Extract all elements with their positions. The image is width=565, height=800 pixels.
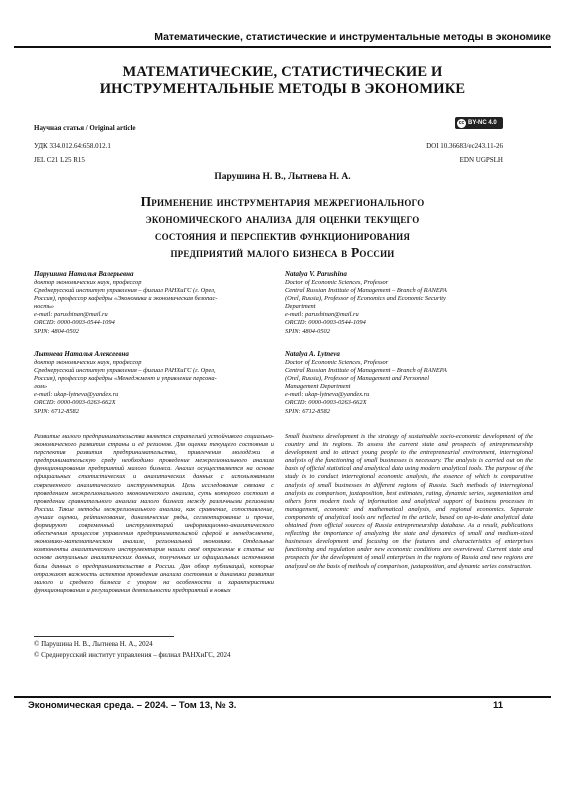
page-number: 11 xyxy=(492,700,503,711)
article-title-line: экономического анализа для оценки текущего xyxy=(145,211,420,226)
section-title-line: ИНСТРУМЕНТАЛЬНЫЕ МЕТОДЫ В ЭКОНОМИКЕ xyxy=(99,81,466,97)
authors-line: Парушина Н. В., Лытнева Н. А. xyxy=(214,172,351,182)
footer-divider xyxy=(14,696,551,698)
article-title xyxy=(60,193,505,261)
section-title xyxy=(40,64,525,98)
author-email[interactable]: e-mail: parushinan@mail.ru xyxy=(34,311,108,319)
author-degree: доктор экономических наук, профессор xyxy=(34,359,142,366)
author-orcid[interactable]: ORCID: 0000-0003-0263-662X xyxy=(34,399,116,407)
author-email[interactable]: e-mail: ukap-lytneva@yandex.ru xyxy=(34,391,119,399)
section-title-line: МАТЕМАТИЧЕСКИЕ, СТАТИСТИЧЕСКИЕ И xyxy=(122,64,443,80)
author-affiliation: Central Russian Institute of Management – Branch of RANEPA xyxy=(285,287,447,295)
abstract-en: Small business development is the strategy of sustainable socio-economic development of the country and its regions. To assess the current state and prospects of entrepreneurship development and to attract young people to the entrepreneurial environment, interregional analysis of the functioning of small businesses is necessary. The analysis is carried out on the basis of official statistical and analytical data using modern analytical tools. The purpose of the study is to conduct interregional economic analysis, the essence of which is comparative analysis of small businesses in different regions of Russia. Such methods of interregional analysis as comparison, juxtaposition, best estimates, rating, dynamic series, segmentation and others form modern tools of information and analytical support of business processes in management, economic and mathematical analysis, and regional economics. Separate components of analytical tools are reflected in the article, based on up-to-date analytical data obtained from official sources of Russia entrepreneurship database. As a result, publications reflecting the importance of analyzing the state and dynamics of small and medium-sized businesses development and focusing on the features and characteristics of enterprises functioning and regulation under new economic conditions are overviewed. Current state and prospects for the development of small enterprises in the regions of Russia and new regions are analyzed on the basis of methods of comparison, juxtaposition, and dynamic series construction. xyxy=(285,433,533,570)
license-label: BY-NC 4.0 xyxy=(468,120,497,126)
author-info-en-2 xyxy=(285,350,533,416)
copyright-institute: © Среднерусский институт управления – филиал РАНХиГС, 2024 xyxy=(34,651,231,659)
author-orcid[interactable]: ORCID: 0000-0003-0544-1094 xyxy=(34,319,115,327)
author-affiliation: Среднерусский институт управления – филиал РАНХиГС (г. Орел, xyxy=(34,367,216,375)
author-orcid[interactable]: ORCID: 0000-0003-0544-1094 xyxy=(285,319,366,327)
author-affiliation: Department xyxy=(285,303,316,311)
author-spin: SPIN: 4804-0502 xyxy=(285,327,330,335)
author-affiliation: Среднерусский институт управления – филиал РАНХиГС (г. Орел, xyxy=(34,287,216,295)
footnote-divider xyxy=(34,636,174,637)
author-affiliation: (Orel, Russia), Professor of Economics and Economic Security xyxy=(285,295,446,303)
creative-commons-icon: cc xyxy=(458,120,465,126)
article-type: Научная статья / Original article xyxy=(34,124,136,132)
author-info-ru-1 xyxy=(34,270,274,336)
article-title-line: состояния и перспектив функционирования xyxy=(154,228,411,243)
author-orcid[interactable]: ORCID: 0000-0003-0263-662X xyxy=(285,399,367,407)
udk-code: УДК 334.012.64:658.012.1 xyxy=(34,142,111,150)
author-email[interactable]: e-mail: ukap-lytneva@yandex.ru xyxy=(285,391,370,399)
author-affiliation: ность» xyxy=(34,303,54,311)
author-degree: Doctor of Economic Sciences, Professor xyxy=(285,359,389,366)
doi-link[interactable]: DOI 10.36683/ec243.11-26 xyxy=(426,142,503,150)
article-title-line: Применение инструментария межрегионального xyxy=(140,194,425,209)
author-name: Natalya A. Lytneva xyxy=(285,350,340,358)
jel-code: JEL C21 L25 R15 xyxy=(34,156,85,164)
author-name: Парушина Наталья Валерьевна xyxy=(34,270,134,278)
running-head: Математические, статистические и инструментальные методы в экономике xyxy=(154,31,551,43)
author-affiliation: Россия), профессор кафедры «Экономика и экономическая безопас- xyxy=(34,295,218,303)
copyright-authors: © Парушина Н. В., Лытнева Н. А., 2024 xyxy=(34,640,153,648)
author-affiliation: лом» xyxy=(34,383,48,391)
author-info-en-1 xyxy=(285,270,533,336)
author-affiliation: Central Russian Institute of Management – Branch of RANEPA xyxy=(285,367,447,375)
author-affiliation: Management Department xyxy=(285,383,351,391)
author-spin: SPIN: 6712-8582 xyxy=(285,407,330,415)
edn-code: EDN UGPSLH xyxy=(459,156,503,164)
author-affiliation: Россия), профессор кафедры «Менеджмент и управление персона- xyxy=(34,375,217,383)
author-info-ru-2 xyxy=(34,350,274,416)
author-spin: SPIN: 4804-0502 xyxy=(34,327,79,335)
author-spin: SPIN: 6712-8582 xyxy=(34,407,79,415)
author-name: Лытнева Наталья Алексеевна xyxy=(34,350,129,358)
author-degree: Doctor of Economic Sciences, Professor xyxy=(285,279,389,286)
abstract-ru: Развитие малого предпринимательства является стратегией устойчивого социально-экономического развития страны и её регионов. Для оценки текущего состояния и перспектив развития предпринимательства, привлечения молодёжи в предпринимательскую среду необходимо проведение межрегионального анализа функционирования предприятий малого бизнеса. Анализ осуществляется на основе официальных статистических и аналитических данных с использованием современного аналитического инструментария. Цель исследования связана с проведением межрегионального экономического анализа, суть которого состоит в проведении сравнительного анализа малого бизнеса между различными регионами России. Такие методы межрегионального анализа, как сравнение, сопоставление, лучшие оценки, рейтингование, динамические ряды, сегментирование и прочие, формируют современный инструментарий информационно-аналитического обеспечения процессов управления предпринимательской сферой в менеджменте, экономико-математическом анализе, региональной экономике. Отдельные компоненты аналитического инструментария нашли своё отражение в статье на основе актуальных аналитических данных, полученных из официальных источников базы данных о предпринимательстве в России. Дан обзор публикаций, которые отражают важность аспектов проведения анализа состояния и динамики развития малого и среднего бизнеса с упором на особенности и характеристики функционирования и регулирования деятельности предприятий в новых xyxy=(34,433,274,594)
author-affiliation: (Orel, Russia), Professor of Management and Personnel xyxy=(285,375,430,383)
cc-license-badge[interactable] xyxy=(455,117,503,129)
journal-citation: Экономическая среда. – 2024. – Том 13, № 3. xyxy=(28,700,237,711)
header-divider xyxy=(14,46,551,48)
author-degree: доктор экономических наук, профессор xyxy=(34,279,142,286)
author-email[interactable]: e-mail: parushinan@mail.ru xyxy=(285,311,359,319)
article-title-line: предприятий малого бизнеса в России xyxy=(170,245,395,260)
author-name: Natalya V. Parushina xyxy=(285,270,347,278)
